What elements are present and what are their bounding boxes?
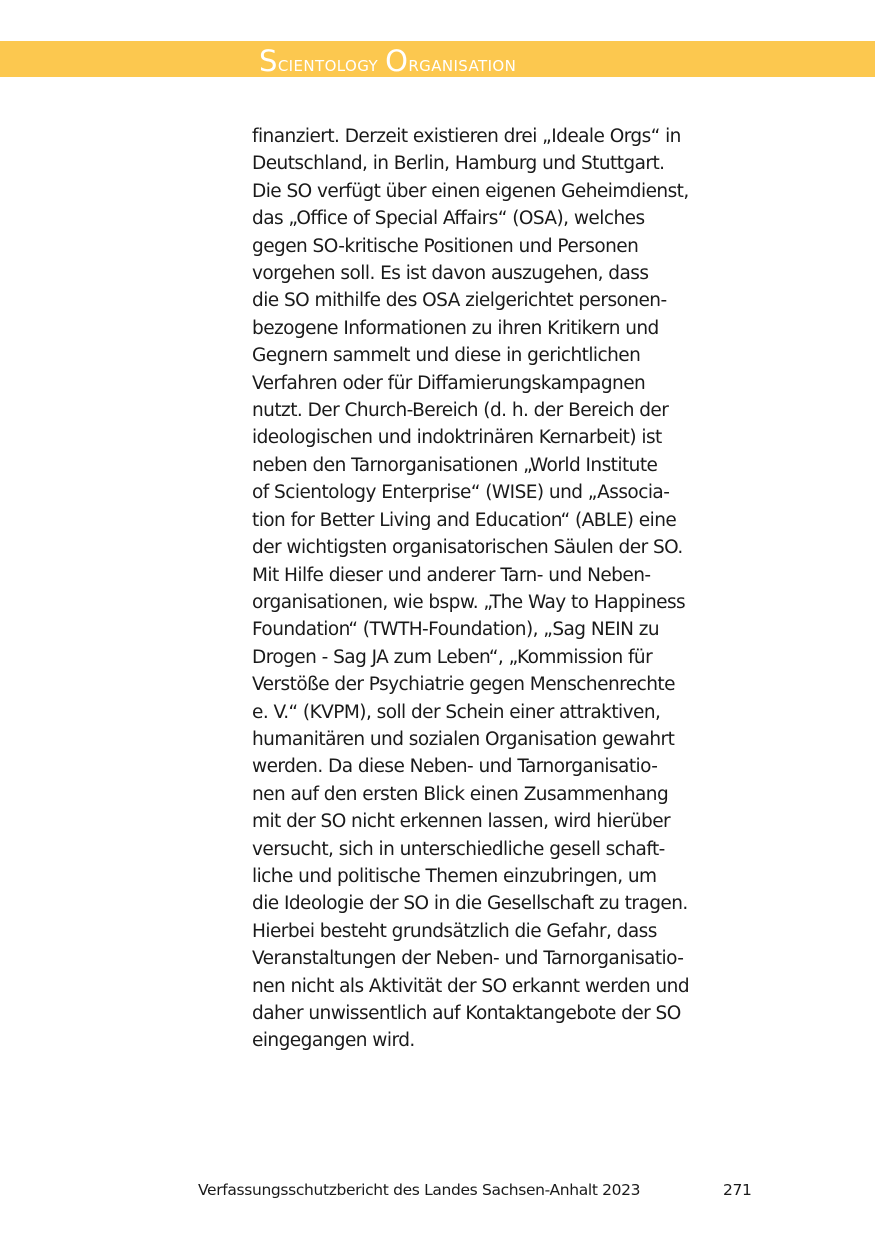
- text-line: Gegnern sammelt und diese in gerichtlichen: [252, 345, 641, 367]
- text-line: Deutschland, in Berlin, Hamburg und Stuttgart.: [252, 153, 665, 175]
- page-footer: [0, 1181, 875, 1205]
- text-line: Hierbei besteht grundsätzlich die Gefahr, dass: [252, 920, 657, 942]
- text-line: e. V.“ (KVPM), soll der Schein einer attraktiven,: [252, 701, 661, 723]
- text-line: Verfahren oder für Diffamierungskampagnen: [252, 372, 646, 394]
- text-line: nutzt. Der Church-Bereich (d. h. der Bereich der: [252, 400, 669, 422]
- text-line: das „Office of Special Affairs“ (OSA), welches: [252, 208, 645, 230]
- body-paragraph: [252, 123, 752, 1055]
- text-line: vorgehen soll. Es ist davon auszugehen, dass: [252, 263, 649, 285]
- section-title-initial-2: O: [385, 44, 409, 78]
- text-line: versucht, sich in unterschiedliche gesell schaft-: [252, 838, 665, 860]
- page-number: 271: [723, 1181, 752, 1199]
- text-line: Foundation“ (TWTH-Foundation), „Sag NEIN zu: [252, 619, 660, 641]
- text-line: liche und politische Themen einzubringen, um: [252, 865, 657, 887]
- text-line: Verstöße der Psychiatrie gegen Menschenrechte: [252, 674, 675, 696]
- section-title-word-1: cientology: [277, 52, 386, 76]
- text-line: werden. Da diese Neben- und Tarnorganisatio-: [252, 756, 658, 778]
- text-line: mit der SO nicht erkennen lassen, wird hierüber: [252, 811, 671, 833]
- text-line: eingegangen wird.: [252, 1030, 415, 1052]
- text-line: Mit Hilfe dieser und anderer Tarn- und Neben-: [252, 564, 651, 586]
- text-line: die Ideologie der SO in die Gesellschaft zu tragen.: [252, 893, 688, 915]
- text-line: die SO mithilfe des OSA zielgerichtet personen-: [252, 290, 667, 312]
- text-line: Die SO verfügt über einen eigenen Geheimdienst,: [252, 180, 689, 202]
- text-line: organisationen, wie bspw. „The Way to Happiness: [252, 591, 686, 613]
- text-line: gegen SO-kritische Positionen und Personen: [252, 235, 639, 257]
- text-line: Drogen - Sag JA zum Leben“, „Kommission für: [252, 646, 653, 668]
- text-line: nen auf den ersten Blick einen Zusammenhang: [252, 783, 669, 805]
- text-line: bezogene Informationen zu ihren Kritikern und: [252, 317, 659, 339]
- text-line: Veranstaltungen der Neben- und Tarnorganisatio-: [252, 948, 684, 970]
- text-line: der wichtigsten organisatorischen Säulen der SO.: [252, 537, 683, 559]
- section-title-initial-1: S: [259, 44, 278, 78]
- text-line: finanziert. Derzeit existieren drei „Ideale Orgs“ in: [252, 126, 681, 147]
- section-title-word-2: rganisation: [408, 52, 517, 76]
- text-line: daher unwissentlich auf Kontaktangebote der SO: [252, 1003, 681, 1024]
- text-line: humanitären und sozialen Organisation gewahrt: [252, 728, 675, 750]
- text-line: ideologischen und indoktrinären Kernarbeit) ist: [252, 427, 662, 449]
- section-header-bar: [0, 41, 875, 77]
- text-line: nen nicht als Aktivität der SO erkannt werden und: [252, 975, 690, 997]
- text-line: neben den Tarnorganisationen „World Institute: [252, 454, 658, 476]
- section-title: [259, 41, 516, 77]
- footer-title: Verfassungsschutzbericht des Landes Sachsen-Anhalt 2023: [198, 1181, 641, 1199]
- text-line: of Scientology Enterprise“ (WISE) und „Associa-: [252, 482, 670, 504]
- text-line: tion for Better Living and Education“ (ABLE) eine: [252, 509, 677, 531]
